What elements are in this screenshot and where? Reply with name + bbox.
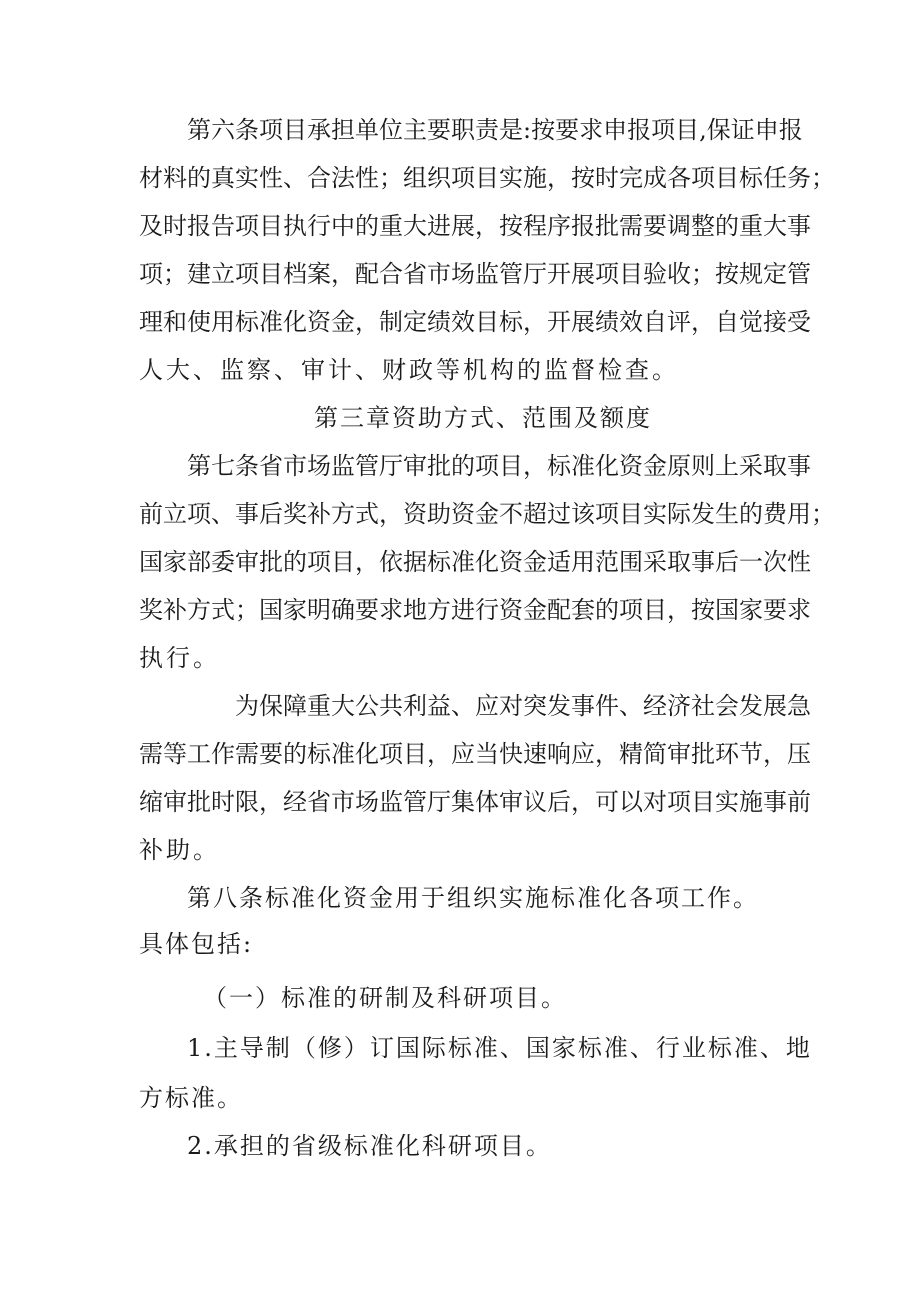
section1-item2: 2.承担的省级标准化科研项目。 <box>187 1132 552 1160</box>
emergency-line-4: 补助。 <box>139 836 220 864</box>
section1-item1-line-2: 方标准。 <box>139 1084 243 1112</box>
article6-line-5: 理和使用标准化资金，制定绩效目标，开展绩效自评，自觉接受 <box>139 308 811 336</box>
article7-line-5: 执行。 <box>139 644 220 672</box>
article6-line-2: 材料的真实性、合法性；组织项目实施，按时完成各项目标任务； <box>139 164 835 192</box>
article6-line-1: 第六条项目承担单位主要职责是:按要求申报项目,保证申报 <box>187 116 803 144</box>
section1-item1-line-1: 1.主导制（修）订国际标准、国家标准、行业标准、地 <box>187 1034 812 1062</box>
article8-line-2: 具体包括: <box>139 930 254 958</box>
chapter-title: 第三章资助方式、范围及额度 <box>314 404 652 432</box>
emergency-line-2: 需等工作需要的标准化项目，应当快速响应，精简审批环节，压 <box>139 740 811 768</box>
emergency-line-3: 缩审批时限，经省市场监管厅集体审议后，可以对项目实施事前 <box>139 788 811 816</box>
emergency-line-1: 为保障重大公共利益、应对突发事件、经济社会发展急 <box>235 692 811 720</box>
article6-line-6: 人大、监察、审计、财政等机构的监督检查。 <box>139 356 679 384</box>
article6-line-3: 及时报告项目执行中的重大进展，按程序报批需要调整的重大事 <box>139 212 811 240</box>
article7-line-4: 奖补方式；国家明确要求地方进行资金配套的项目，按国家要求 <box>139 596 811 624</box>
article8-line-1: 第八条标准化资金用于组织实施标准化各项工作。 <box>187 884 759 912</box>
article6-line-4: 项；建立项目档案，配合省市场监管厅开展项目验收；按规定管 <box>139 260 811 288</box>
section1-heading: （一）标准的研制及科研项目。 <box>203 984 567 1012</box>
article7-line-3: 国家部委审批的项目，依据标准化资金适用范围采取事后一次性 <box>139 548 811 576</box>
article7-line-1: 第七条省市场监管厅审批的项目，标准化资金原则上采取事 <box>187 452 811 480</box>
article7-line-2: 前立项、事后奖补方式，资助资金不超过该项目实际发生的费用； <box>139 500 835 528</box>
